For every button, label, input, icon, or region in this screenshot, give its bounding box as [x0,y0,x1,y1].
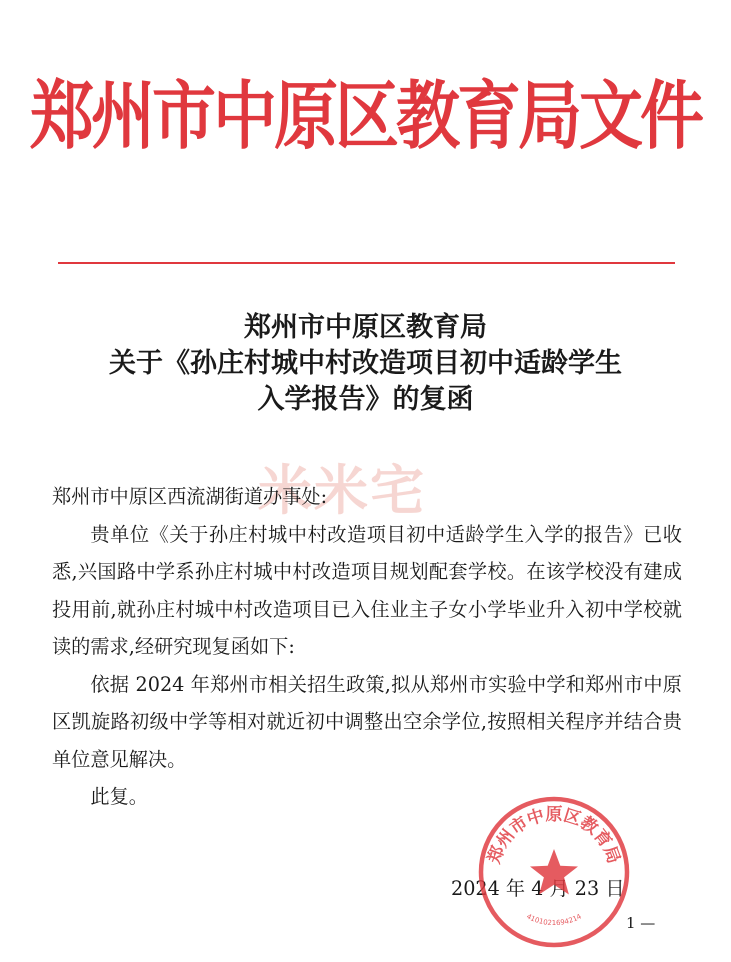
letter-body [52,478,682,816]
seal-code: 4101021694214 [525,912,583,928]
body-paragraph-2: 依据 2024 年郑州市相关招生政策,拟从郑州市实验中学和郑州市中原区凯旋路初级中学等相对就近初中调整出空余学位,按照相关程序并结合贵单位意见解决。 [52,672,682,771]
page-number: 1 — [626,914,656,932]
recipient-line: 郑州市中原区西流湖街道办事处: [52,485,328,508]
seal-star-icon [530,849,578,895]
closing-line: 此复。 [90,785,148,808]
red-divider-line [58,262,675,264]
seal-text: 郑州市中原区教育局 [484,805,624,867]
title-line-2: 关于《孙庄村城中村改造项目初中适龄学生 [109,348,622,379]
issue-date: 2024 年 4 月 23 日 [451,877,625,900]
document-title [0,310,731,418]
official-seal [476,794,632,950]
watermark: 米米宅 [258,459,426,522]
document-masthead: 郑州市中原区教育局文件 [30,74,701,160]
title-line-3: 入学报告》的复函 [257,384,474,415]
body-paragraph-1: 贵单位《关于孙庄村城中村改造项目初中适龄学生入学的报告》已收悉,兴国路中学系孙庄村城中村改造项目规划配套学校。在该学校没有建成投用前,就孙庄村城中村改造项目已入住业主子女小学毕业升入初中学校就读的需求,经研究现复函如下: [52,522,682,658]
title-line-1: 郑州市中原区教育局 [244,312,487,343]
